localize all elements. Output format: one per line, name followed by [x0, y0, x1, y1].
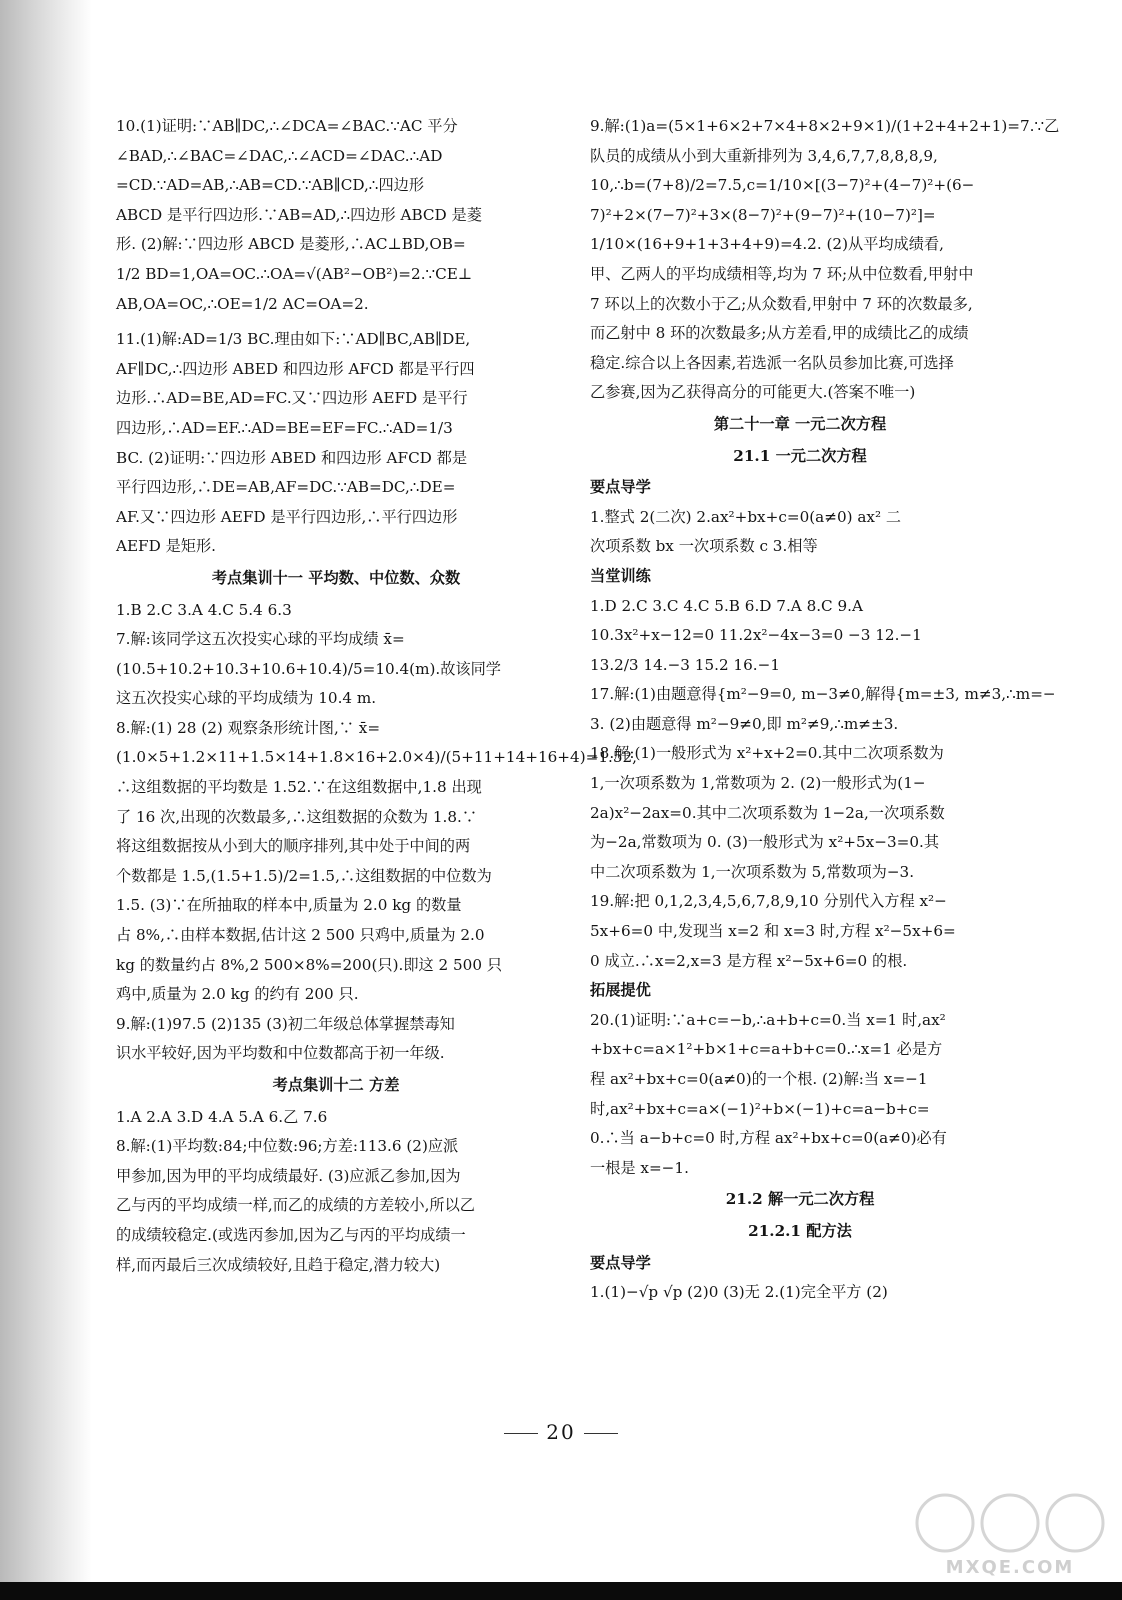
watermark-logo: [910, 1488, 1110, 1578]
bottom-scan-edge: [0, 1582, 1122, 1600]
text-line: 而乙射中 8 环的次数最多;从方差看,甲的成绩比乙的成绩: [590, 324, 969, 343]
section-heading: 21.1 一元二次方程: [733, 446, 867, 465]
text-line: 乙参赛,因为乙获得高分的可能更大.(答案不唯一): [590, 383, 916, 402]
subsection-label: 要点导学: [590, 478, 651, 497]
text-line: 形. (2)解:∵四边形 ABCD 是菱形,∴AC⊥BD,OB=: [116, 235, 466, 254]
text-line: 队员的成绩从小到大重新排列为 3,4,6,7,7,8,8,8,9,: [590, 146, 938, 165]
text-line: 1.整式 2(二次) 2.ax²+bx+c=0(a≠0) ax² 二: [590, 507, 902, 526]
subsection-label: 要点导学: [590, 1253, 651, 1272]
text-line: 5x+6=0 中,发现当 x=2 和 x=3 时,方程 x²−5x+6=: [590, 922, 956, 941]
text-line: 10.3x²+x−12=0 11.2x²−4x−3=0 −3 12.−1: [590, 626, 922, 645]
text-line: 20.(1)证明:∵a+c=−b,∴a+b+c=0.当 x=1 时,ax²: [590, 1010, 946, 1029]
text-line: 为−2a,常数项为 0. (3)一般形式为 x²+5x−3=0.其: [590, 833, 940, 852]
text-line: 13.2/3 14.−3 15.2 16.−1: [590, 655, 780, 674]
text-line: 1,一次项系数为 1,常数项为 2. (2)一般形式为(1−: [590, 774, 926, 793]
text-line: 1.(1)−√p √p (2)0 (3)无 2.(1)完全平方 (2): [590, 1283, 888, 1302]
section-heading: 考点集训十二 方差: [272, 1076, 400, 1094]
text-line: 7)²+2×(7−7)²+3×(8−7)²+(9−7)²+(10−7)²]=: [590, 205, 936, 224]
text-line: 17.解:(1)由题意得{m²−9=0, m−3≠0,解得{m=±3, m≠3,∴m=−: [590, 685, 1056, 704]
text-line: 占 8%,∴由样本数据,估计这 2 500 只鸡中,质量为 2.0: [116, 926, 485, 945]
text-line: 鸡中,质量为 2.0 kg 的约有 200 只.: [116, 985, 359, 1004]
text-line: 一根是 x=−1.: [590, 1158, 689, 1177]
text-line: 11.(1)解:AD=1/3 BC.理由如下:∵AD∥BC,AB∥DE,: [116, 330, 471, 349]
chapter-heading: 第二十一章 一元二次方程: [713, 414, 887, 433]
text-line: 7 环以上的次数小于乙;从众数看,甲射中 7 环的次数最多,: [590, 294, 973, 313]
text-line: 边形.∴AD=BE,AD=FC.又∵四边形 AEFD 是平行: [116, 389, 468, 408]
text-line: kg 的数量约占 8%,2 500×8%=200(只).即这 2 500 只: [116, 955, 503, 974]
text-line: 将这组数据按从小到大的顺序排列,其中处于中间的两: [116, 837, 471, 856]
section-heading: 21.2 解一元二次方程: [725, 1190, 875, 1209]
section-heading: 考点集训十一 平均数、中位数、众数: [211, 568, 461, 587]
text-line: 1.B 2.C 3.A 4.C 5.4 6.3: [116, 600, 292, 619]
text-line: 平行四边形,∴DE=AB,AF=DC.∵AB=DC,∴DE=: [116, 478, 456, 497]
text-line: 样,而丙最后三次成绩较好,且趋于稳定,潜力较大): [116, 1255, 441, 1274]
text-line: 时,ax²+bx+c=a×(−1)²+b×(−1)+c=a−b+c=: [590, 1099, 930, 1118]
text-line: 10,∴b=(7+8)/2=7.5,c=1/10×[(3−7)²+(4−7)²+(6−: [590, 176, 975, 195]
text-line: 8.解:(1)平均数:84;中位数:96;方差:113.6 (2)应派: [116, 1137, 459, 1156]
text-line: 1.5. (3)∵在所抽取的样本中,质量为 2.0 kg 的数量: [116, 896, 462, 915]
text-line: (10.5+10.2+10.3+10.6+10.4)/5=10.4(m).故该同学: [116, 659, 501, 678]
text-line: 9.解:(1)a=(5×1+6×2+7×4+8×2+9×1)/(1+2+4+2+1)=7.∵乙: [590, 117, 1060, 135]
text-line: 3. (2)由题意得 m²−9≠0,即 m²≠9,∴m≠±3.: [590, 714, 899, 733]
watermark-text: MXQE.COM: [945, 1557, 1075, 1578]
text-line: ∠BAD,∴∠BAC=∠DAC,∴∠ACD=∠DAC.∴AD: [116, 146, 443, 165]
text-line: 四边形,∴AD=EF.∴AD=BE=EF=FC.∴AD=1/3: [116, 418, 453, 437]
right-column: [590, 112, 1060, 1308]
text-line: 10.(1)证明:∵AB∥DC,∴∠DCA=∠BAC.∵AC 平分: [116, 117, 458, 135]
text-line: 个数都是 1.5,(1.5+1.5)/2=1.5,∴这组数据的中位数为: [116, 866, 492, 885]
page-number: 20: [0, 1420, 1122, 1444]
text-line: 乙与丙的平均成绩一样,而乙的成绩的方差较小,所以乙: [116, 1196, 475, 1215]
text-line: 18.解:(1)一般形式为 x²+x+2=0.其中二次项系数为: [590, 744, 944, 763]
text-line: 甲参加,因为甲的平均成绩最好. (3)应派乙参加,因为: [116, 1166, 461, 1185]
watermark-stamp-icon: [910, 1488, 1110, 1558]
subsection-label: 当堂训练: [590, 566, 651, 585]
text-line: =CD.∵AD=AB,∴AB=CD.∵AB∥CD,∴四边形: [116, 176, 425, 195]
text-line: 了 16 次,出现的次数最多,∴这组数据的众数为 1.8.∵: [116, 807, 478, 826]
text-line: AF∥DC,∴四边形 ABED 和四边形 AFCD 都是平行四: [116, 359, 475, 378]
text-line: 9.解:(1)97.5 (2)135 (3)初二年级总体掌握禁毒知: [116, 1014, 455, 1033]
text-line: 0 成立.∴x=2,x=3 是方程 x²−5x+6=0 的根.: [590, 951, 908, 970]
text-line: 程 ax²+bx+c=0(a≠0)的一个根. (2)解:当 x=−1: [590, 1070, 928, 1088]
section-heading: 21.2.1 配方法: [748, 1221, 852, 1240]
text-line: 19.解:把 0,1,2,3,4,5,6,7,8,9,10 分别代入方程 x²−: [590, 892, 947, 911]
text-line: (1.0×5+1.2×11+1.5×14+1.8×16+2.0×4)/(5+11+14+16+4)=1.52,: [116, 748, 637, 767]
text-line: 1.A 2.A 3.D 4.A 5.A 6.乙 7.6: [116, 1107, 328, 1126]
text-line: 8.解:(1) 28 (2) 观察条形统计图,∵ x̄=: [116, 718, 381, 737]
text-line: 1.D 2.C 3.C 4.C 5.B 6.D 7.A 8.C 9.A: [590, 596, 863, 615]
text-line: 2a)x²−2ax=0.其中二次项系数为 1−2a,一次项系数: [590, 803, 945, 822]
text-line: 7.解:该同学这五次投实心球的平均成绩 x̄=: [116, 630, 405, 649]
text-line: +bx+c=a×1²+b×1+c=a+b+c=0.∴x=1 必是方: [590, 1040, 943, 1059]
text-line: BC. (2)证明:∵四边形 ABED 和四边形 AFCD 都是: [116, 448, 468, 467]
text-line: AB,OA=OC,∴OE=1/2 AC=OA=2.: [116, 294, 369, 313]
text-line: 稳定.综合以上各因素,若选派一名队员参加比赛,可选择: [590, 353, 954, 372]
text-line: 1/2 BD=1,OA=OC.∴OA=√(AB²−OB²)=2.∵CE⊥: [116, 264, 473, 283]
text-line: 识水平较好,因为平均数和中位数都高于初一年级.: [116, 1044, 445, 1063]
text-line: 中二次项系数为 1,一次项系数为 5,常数项为−3.: [590, 862, 915, 881]
text-line: ABCD 是平行四边形.∵AB=AD,∴四边形 ABCD 是菱: [116, 205, 482, 224]
subsection-label: 拓展提优: [590, 981, 651, 1000]
text-line: 0.∴当 a−b+c=0 时,方程 ax²+bx+c=0(a≠0)必有: [590, 1129, 947, 1148]
text-line: 次项系数 bx 一次项系数 c 3.相等: [590, 537, 818, 556]
text-line: ∴这组数据的平均数是 1.52.∵在这组数据中,1.8 出现: [116, 778, 482, 797]
text-line: 甲、乙两人的平均成绩相等,均为 7 环;从中位数看,甲射中: [590, 264, 974, 283]
binding-shadow: [0, 0, 92, 1600]
text-line: 的成绩较稳定.(或选丙参加,因为乙与丙的平均成绩一: [116, 1225, 466, 1244]
text-line: AF.又∵四边形 AEFD 是平行四边形,∴平行四边形: [116, 507, 458, 526]
text-line: 这五次投实心球的平均成绩为 10.4 m.: [116, 689, 377, 708]
text-line: 1/10×(16+9+1+3+4+9)=4.2. (2)从平均成绩看,: [590, 235, 944, 254]
text-line: AEFD 是矩形.: [116, 537, 216, 556]
